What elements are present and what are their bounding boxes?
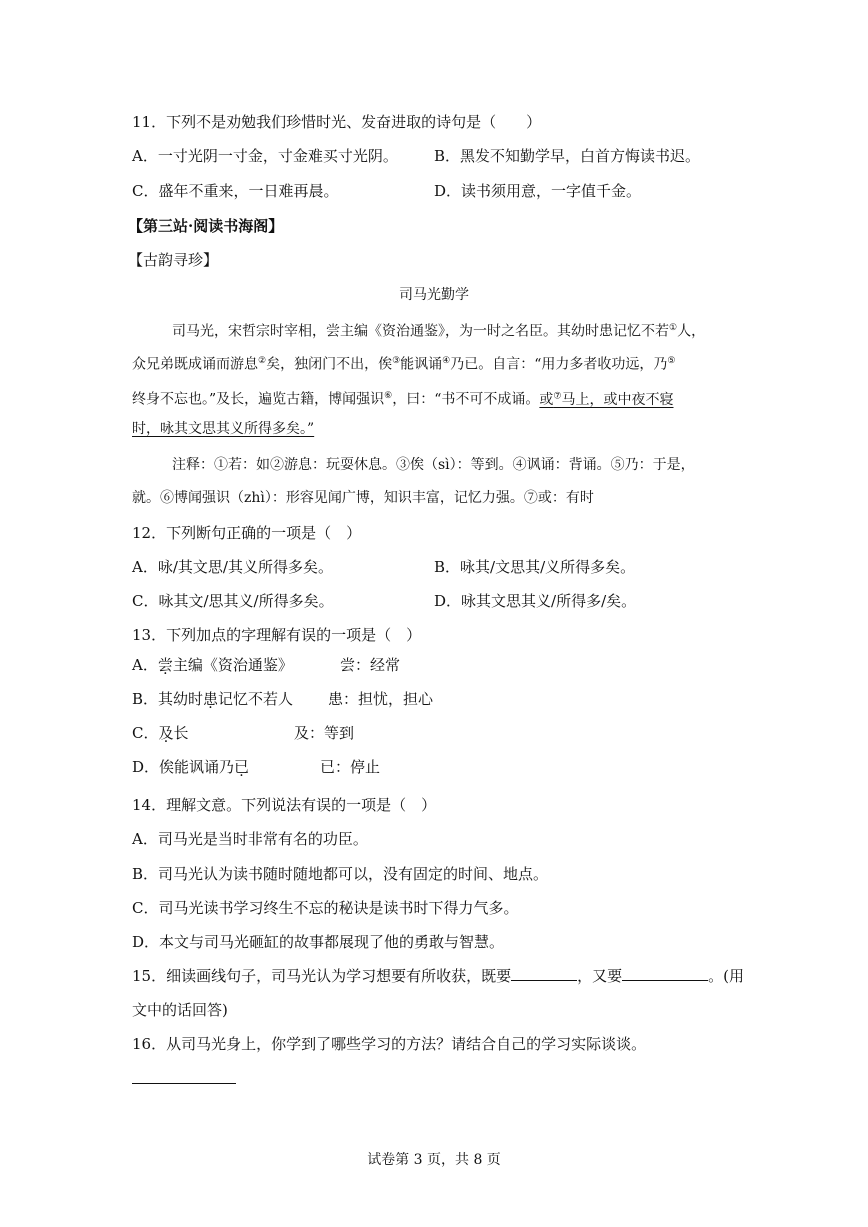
q13-option-d: D．俟能讽诵乃已	[132, 758, 250, 776]
q16-answer-line[interactable]	[132, 1083, 236, 1084]
q11-stem: 11．下列不是劝勉我们珍惜时光、发奋进取的诗句是（ ）	[132, 113, 542, 131]
q11-option-c: C．盛年不重来，一日难再晨。	[132, 182, 339, 200]
q14-option-a: A．司马光是当时非常有名的功臣。	[132, 830, 368, 848]
q14-option-d: D．本文与司马光砸缸的故事都展现了他的勇敢与智慧。	[132, 933, 505, 951]
q14-stem: 14．理解文意。下列说法有误的一项是（ ）	[132, 796, 437, 814]
passage-line-1: 司马光，宋哲宗时宰相，尝主编《资治通鉴》，为一时之名臣。其幼时患记忆不若①人，	[172, 323, 706, 340]
section-title: 【第三站·阅读书海阁】	[128, 217, 284, 235]
q15-answer-blank-2[interactable]	[622, 966, 708, 981]
q13-option-a: A．尝主编《资治通鉴》	[132, 656, 293, 674]
q11-option-b: B．黑发不知勤学早，白首方悔读书迟。	[434, 147, 701, 165]
q13-option-c: C．及长	[132, 724, 189, 742]
q14-option-c: C．司马光读书学习终生不忘的秘诀是读书时下得力气多。	[132, 899, 519, 917]
q15-answer-blank-1[interactable]	[511, 966, 577, 981]
q15-stem: 15．细读画线句子，司马光认为学习想要有所收获，既要 ，又要 。(用	[132, 967, 744, 985]
q13-option-b: B．其幼时患记忆不若人	[132, 690, 294, 708]
q13-option-a-gloss: 尝：经常	[340, 656, 401, 674]
q12-option-a: A．咏/其文思/其义所得多矣。	[132, 558, 333, 576]
q14-option-b: B．司马光认为读书随时随地都可以，没有固定的时间、地点。	[132, 865, 549, 883]
q12-option-c: C．咏其文/思其义/所得多矣。	[132, 592, 334, 610]
q11-option-a: A．一寸光阴一寸金，寸金难买寸光阴。	[132, 147, 398, 165]
q12-stem: 12．下列断句正确的一项是（ ）	[132, 524, 362, 542]
q11-option-d: D．读书须用意，一字值千金。	[434, 182, 642, 200]
q13-option-c-gloss: 及：等到	[294, 724, 355, 742]
q13-option-b-gloss: 患：担忧，担心	[328, 690, 434, 708]
page-footer: 试卷第 3 页，共 8 页	[367, 1152, 501, 1168]
passage-line-4	[132, 419, 737, 439]
underlined-sentence-end: 时，咏其文思其义所得多矣。”	[132, 421, 315, 437]
passage-title: 司马光勤学	[399, 287, 469, 303]
q12-option-b: B．咏其/文思其/义所得多矣。	[434, 558, 636, 576]
q13-stem: 13．下列加点的字理解有误的一项是（ ）	[132, 626, 422, 644]
passage-line-2: 众兄弟既成诵而游息②矣，独闭门不出，俟③能讽诵④乃已。自言：“用力多者收功远，乃⑤	[132, 356, 676, 373]
underlined-sentence-start: 或⑦马上，或中夜不寝	[539, 391, 674, 408]
passage-line-3: 终身不忘也。”及长，遍览古籍，博闻强识⑥，曰：“书不可不成诵。或⑦马上，或中夜不寝	[132, 391, 674, 408]
notes-line-2: 就。⑥博闻强识（zhì）：形容见闻广博，知识丰富，记忆力强。⑦或：有时	[132, 490, 594, 506]
section-subtitle: 【古韵寻珍】	[128, 251, 219, 269]
q15-stem-line-2: 文中的话回答)	[132, 1001, 228, 1019]
q12-option-d: D．咏其文思其义/所得多/矣。	[434, 592, 637, 610]
q13-option-d-gloss: 已：停止	[320, 758, 381, 776]
q16-stem: 16．从司马光身上，你学到了哪些学习的方法？请结合自己的学习实际谈谈。	[132, 1035, 647, 1053]
notes-line-1: 注释：①若：如②游息：玩耍休息。③俟（sì）：等到。④讽诵：背诵。⑤乃：于是，	[172, 457, 695, 473]
